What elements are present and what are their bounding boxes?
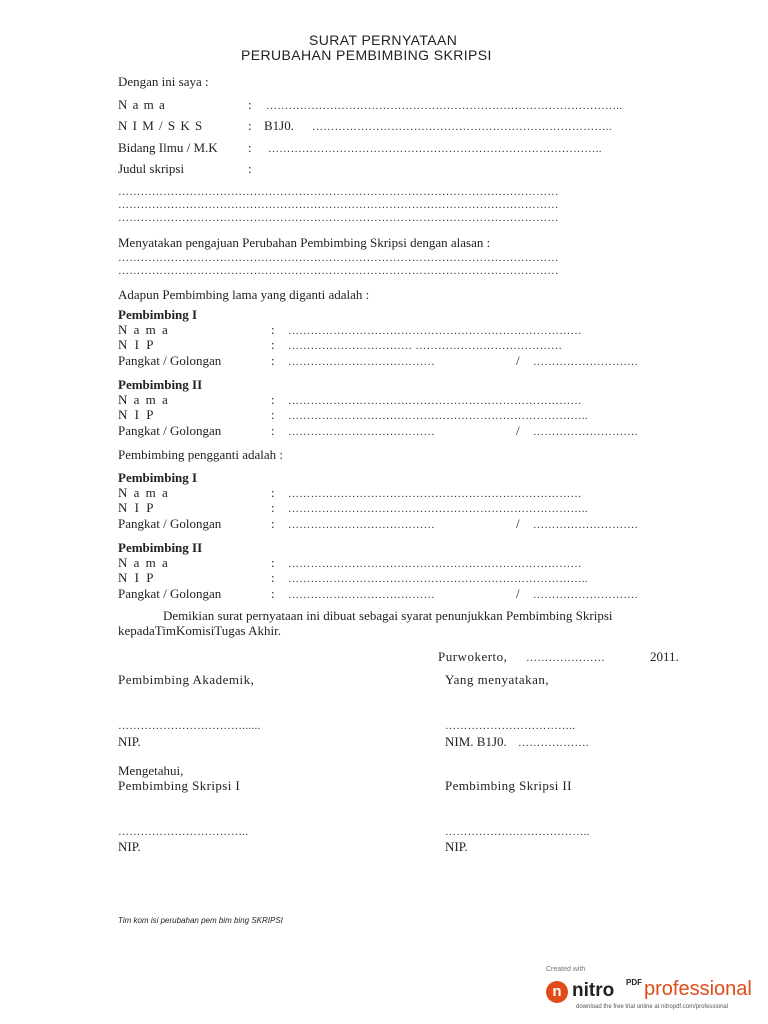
mengetahui-label: Mengetahui, — [118, 763, 184, 778]
colon: : — [248, 118, 252, 133]
dots-nim: …………………………………………………………………….. — [312, 121, 612, 133]
dots-nama: …………………………………………………………………… — [288, 325, 582, 337]
label-pangkat: Pangkat / Golongan — [118, 586, 222, 601]
footer-note: Tim kom isi perubahan pem bim bing SKRIPSI — [118, 916, 283, 925]
sig-yang-menyatakan: Yang menyatakan, — [445, 672, 550, 687]
dots-judul-2: ……………………………………………………………………………………………………… — [118, 199, 559, 211]
sig-nip: NIP. — [118, 839, 141, 854]
dots-nip: …………………………………………………………………….. — [288, 503, 588, 515]
dots-bidang: …………………………………………………………………………….. — [268, 143, 602, 155]
sig-pembimbing-skripsi-1: Pembimbing Skripsi I — [118, 778, 241, 793]
colon: : — [271, 407, 275, 422]
colon: : — [271, 516, 275, 531]
sig-dots: ……………………………...... — [118, 720, 261, 732]
new-pembimbing-2-title: Pembimbing II — [118, 540, 203, 555]
dots-pangkat: ………………………………… — [288, 426, 435, 438]
label-judul: Judul skripsi — [118, 161, 185, 176]
slash: / — [516, 353, 520, 368]
colon: : — [248, 140, 252, 155]
doc-title-line1: SURAT PERNYATAAN — [309, 32, 458, 48]
professional-wordmark: professional — [644, 978, 752, 1000]
sig-nip: NIP. — [445, 839, 468, 854]
slash: / — [516, 516, 520, 531]
old-pembimbing-1-title: Pembimbing I — [118, 307, 198, 322]
year-label: 2011. — [650, 649, 679, 664]
old-text: Adapun Pembimbing lama yang diganti adalah : — [118, 287, 370, 302]
dots-nip: …………………………………………………………………….. — [288, 410, 588, 422]
nim-dots: ………………. — [518, 737, 589, 749]
colon: : — [271, 353, 275, 368]
label-pangkat: Pangkat / Golongan — [118, 353, 222, 368]
old-pembimbing-2-title: Pembimbing II — [118, 377, 203, 392]
date-dots: ………………… — [526, 652, 606, 664]
label-nama: N a m a — [118, 555, 170, 570]
colon: : — [248, 161, 252, 176]
label-nip: N I P — [118, 500, 156, 515]
dots-reason-1: ……………………………………………………………………………………………………… — [118, 252, 559, 264]
label-nama: N a m a — [118, 322, 170, 337]
dots-judul-1: ……………………………………………………………………………………………………… — [118, 186, 559, 198]
label-nama: N a m a — [118, 485, 170, 500]
colon: : — [271, 322, 275, 337]
colon: : — [271, 392, 275, 407]
sig-dots: …………………………….. — [445, 720, 576, 732]
dots-nama: …………………………………………………………………… — [288, 558, 582, 570]
sig-dots: …………………………….. — [118, 826, 249, 838]
dots-judul-3: ……………………………………………………………………………………………………… — [118, 212, 559, 224]
intro-text: Dengan ini saya : — [118, 74, 209, 89]
pdf-wordmark: PDF — [626, 978, 642, 987]
new-pembimbing-1-title: Pembimbing I — [118, 470, 198, 485]
dots-pangkat: ………………………………… — [288, 519, 435, 531]
dots-nama: ………………………………………………………………………………….. — [266, 100, 623, 112]
sig-nim: NIM. B1J0. — [445, 734, 507, 749]
slash: / — [516, 423, 520, 438]
place-label: Purwokerto, — [438, 649, 508, 664]
colon: : — [271, 485, 275, 500]
label-nip: N I P — [118, 407, 156, 422]
sig-dots: ……………….……………….. — [445, 826, 590, 838]
colon: : — [271, 337, 275, 352]
colon: : — [271, 555, 275, 570]
label-pangkat: Pangkat / Golongan — [118, 516, 222, 531]
sig-nip: NIP. — [118, 734, 141, 749]
colon: : — [271, 423, 275, 438]
sig-pembimbing-skripsi-2: Pembimbing Skripsi II — [445, 778, 572, 793]
colon: : — [271, 586, 275, 601]
label-nip: N I P — [118, 570, 156, 585]
created-with-label: Created with — [546, 966, 586, 973]
dots-reason-2: ……………………………………………………………………………………………………… — [118, 265, 559, 277]
nim-prefix: B1J0. — [264, 118, 294, 133]
label-nip: N I P — [118, 337, 156, 352]
label-nama: N a m a — [118, 97, 166, 112]
label-bidang: Bidang Ilmu / M.K — [118, 140, 218, 155]
nitro-logo-icon — [546, 981, 568, 1003]
slash: / — [516, 586, 520, 601]
sig-pembimbing-akademik: Pembimbing Akademik, — [118, 672, 255, 687]
dots-pangkat: ………………………………… — [288, 356, 435, 368]
nitro-logo-letter: n — [552, 983, 562, 1000]
colon: : — [248, 97, 252, 112]
dots-golongan: ………………………. — [533, 589, 638, 601]
colon: : — [271, 500, 275, 515]
closing-line-1: Demikian surat pernyataan ini dibuat sebagai syarat penunjukkan Pembimbing Skripsi — [163, 608, 613, 623]
nitro-watermark — [540, 966, 765, 1016]
nitro-wordmark: nitro — [572, 980, 615, 1001]
label-nama: N a m a — [118, 392, 170, 407]
closing-line-2: kepadaTimKomisiTugas Akhir. — [118, 623, 282, 638]
dots-nama: …………………………………………………………………… — [288, 395, 582, 407]
doc-title-line2: PERUBAHAN PEMBIMBING SKRIPSI — [241, 47, 492, 63]
dots-pangkat: ………………………………… — [288, 589, 435, 601]
new-text: Pembimbing pengganti adalah : — [118, 447, 283, 462]
download-note: download the free trial online at nitropdf.com/professional — [576, 1004, 729, 1010]
dots-nama: …………………………………………………………………… — [288, 488, 582, 500]
dots-nip: …………………………… ………………………………… — [288, 340, 563, 352]
reason-text: Menyatakan pengajuan Perubahan Pembimbing Skripsi dengan alasan : — [118, 235, 491, 250]
dots-golongan: ………………………. — [533, 426, 638, 438]
dots-golongan: ………………………. — [533, 356, 638, 368]
dots-nip: …………………………………………………………………….. — [288, 573, 588, 585]
label-pangkat: Pangkat / Golongan — [118, 423, 222, 438]
label-nim: N I M / S K S — [118, 118, 204, 133]
colon: : — [271, 570, 275, 585]
dots-golongan: ………………………. — [533, 519, 638, 531]
